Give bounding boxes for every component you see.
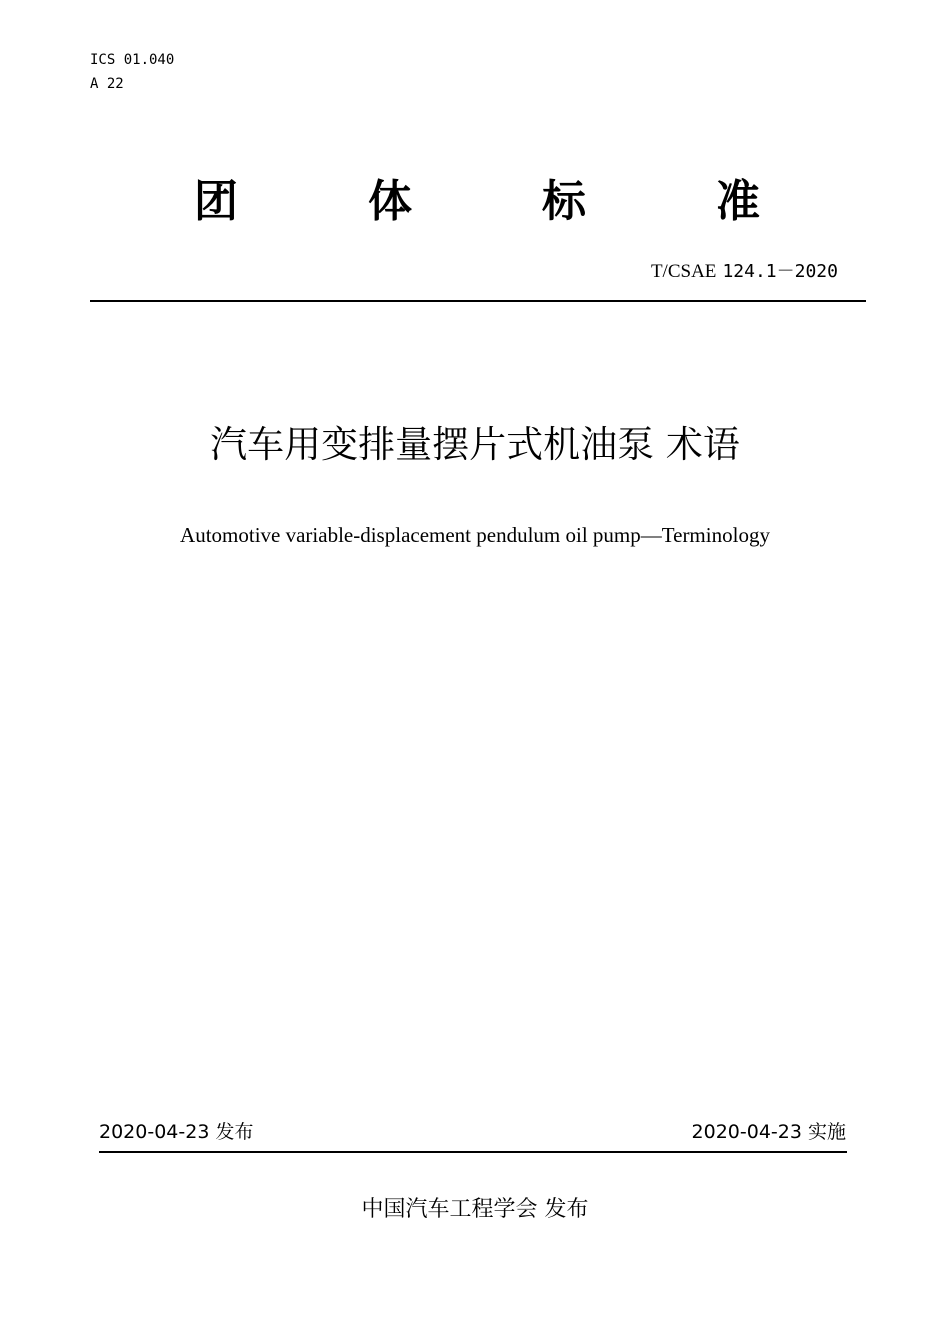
ics-code: ICS 01.040 xyxy=(90,52,175,68)
standard-code: 124.1－2020 xyxy=(722,261,838,282)
standard-number xyxy=(651,258,838,285)
doc-type-char-4: 准 xyxy=(716,176,760,227)
doc-type-char-3: 标 xyxy=(542,176,586,227)
top-divider xyxy=(90,300,866,302)
doc-type-char-1: 团 xyxy=(194,176,238,227)
ccs-code: A 22 xyxy=(90,76,124,92)
title-english: Automotive variable-displacement pendulum oil pump—Terminology xyxy=(180,523,770,547)
issue-date: 2020-04-23 发布 xyxy=(99,1121,254,1143)
doc-type-char-2: 体 xyxy=(368,176,412,227)
classification-codes xyxy=(90,48,174,96)
title-chinese: 汽车用变排量摆片式机油泵 术语 xyxy=(210,423,740,466)
implementation-date: 2020-04-23 实施 xyxy=(691,1121,846,1143)
bottom-divider xyxy=(99,1151,847,1153)
standard-prefix: T/CSAE xyxy=(650,261,717,282)
publisher: 中国汽车工程学会 发布 xyxy=(361,1197,589,1222)
document-type-heading xyxy=(90,172,866,232)
